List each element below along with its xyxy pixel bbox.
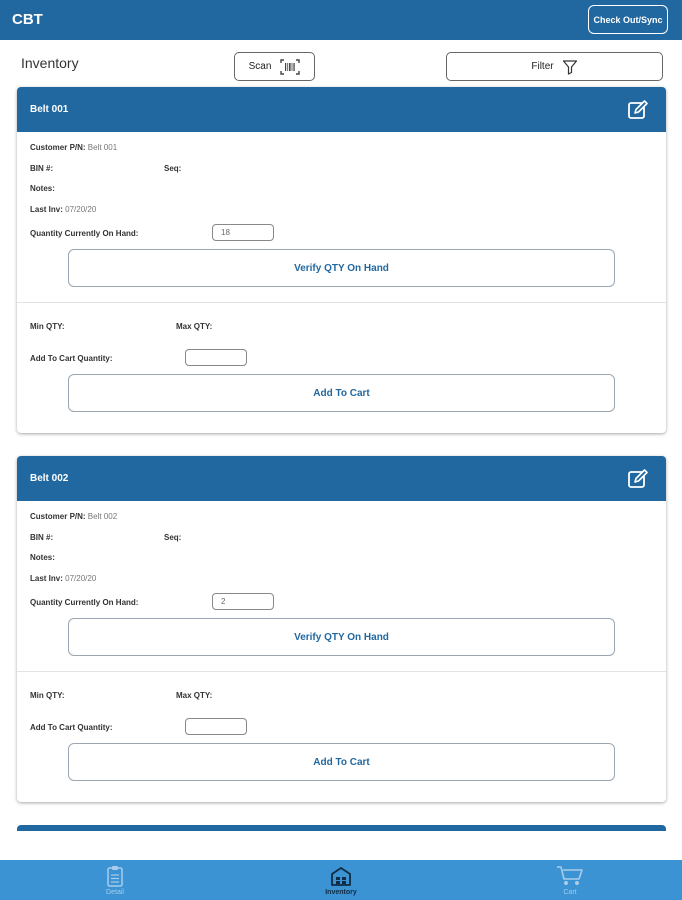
tab-detail[interactable]: [95, 860, 135, 900]
scan-button[interactable]: [234, 52, 315, 81]
add-to-cart-qty-input[interactable]: [185, 349, 247, 366]
last-inv-value: 07/20/20: [65, 574, 97, 583]
filter-label: Filter: [531, 61, 554, 72]
app-title: CBT: [12, 11, 43, 28]
top-header: [0, 0, 682, 40]
max-qty-label: Max QTY:: [176, 691, 213, 700]
customer-pn-value: Belt 001: [87, 143, 118, 152]
verify-qty-button[interactable]: Verify QTY On Hand: [68, 249, 615, 287]
card-header: [17, 87, 666, 132]
filter-icon: [562, 59, 578, 75]
tab-detail-label: Detail: [106, 889, 124, 896]
max-qty-label: Max QTY:: [176, 322, 213, 331]
customer-pn-label: Customer P/N:: [30, 512, 86, 521]
clipboard-icon: [107, 865, 123, 887]
scan-label: Scan: [248, 61, 272, 72]
seq-label: Seq:: [164, 164, 182, 173]
bottom-tab-bar: [0, 860, 682, 900]
add-to-cart-button[interactable]: Add To Cart: [68, 743, 615, 781]
tab-inventory-label: Inventory: [325, 889, 357, 896]
cart-icon: [556, 865, 584, 887]
inventory-card: [17, 87, 666, 433]
verify-qty-button[interactable]: Verify QTY On Hand: [68, 618, 615, 656]
item-name: Belt 001: [30, 104, 69, 115]
last-inv-value: 07/20/20: [65, 205, 97, 214]
tab-inventory[interactable]: [321, 860, 361, 900]
check-out-sync-button[interactable]: Check Out/Sync: [588, 5, 668, 34]
min-qty-label: Min QTY:: [30, 691, 65, 700]
last-inventory: [30, 574, 96, 583]
add-to-cart-qty-label: Add To Cart Quantity:: [30, 354, 113, 363]
last-inv-label: Last Inv:: [30, 205, 63, 214]
qty-on-hand-input[interactable]: 18: [212, 224, 274, 241]
warehouse-icon: [330, 865, 352, 887]
bin-label: BIN #:: [30, 533, 54, 542]
notes-label: Notes:: [30, 184, 55, 193]
divider: [17, 302, 666, 303]
edit-icon[interactable]: [627, 99, 649, 121]
page-title: Inventory: [21, 55, 79, 71]
customer-pn: [30, 143, 117, 152]
bin-label: BIN #:: [30, 164, 54, 173]
barcode-scan-icon: [280, 59, 300, 75]
edit-icon[interactable]: [627, 468, 649, 490]
add-to-cart-button[interactable]: Add To Cart: [68, 374, 615, 412]
qty-on-hand-label: Quantity Currently On Hand:: [30, 598, 139, 607]
customer-pn-label: Customer P/N:: [30, 143, 86, 152]
card-header: [17, 456, 666, 501]
divider: [17, 671, 666, 672]
customer-pn-value: Belt 002: [87, 512, 118, 521]
tab-cart[interactable]: [550, 860, 590, 900]
last-inv-label: Last Inv:: [30, 574, 63, 583]
seq-label: Seq:: [164, 533, 182, 542]
customer-pn: [30, 512, 117, 521]
next-card-header: [17, 825, 666, 831]
tab-cart-label: Cart: [563, 889, 577, 896]
inventory-card: [17, 456, 666, 802]
add-to-cart-qty-label: Add To Cart Quantity:: [30, 723, 113, 732]
add-to-cart-qty-input[interactable]: [185, 718, 247, 735]
qty-on-hand-input[interactable]: 2: [212, 593, 274, 610]
qty-on-hand-label: Quantity Currently On Hand:: [30, 229, 139, 238]
min-qty-label: Min QTY:: [30, 322, 65, 331]
filter-button[interactable]: [446, 52, 663, 81]
last-inventory: [30, 205, 96, 214]
item-name: Belt 002: [30, 473, 69, 484]
notes-label: Notes:: [30, 553, 55, 562]
